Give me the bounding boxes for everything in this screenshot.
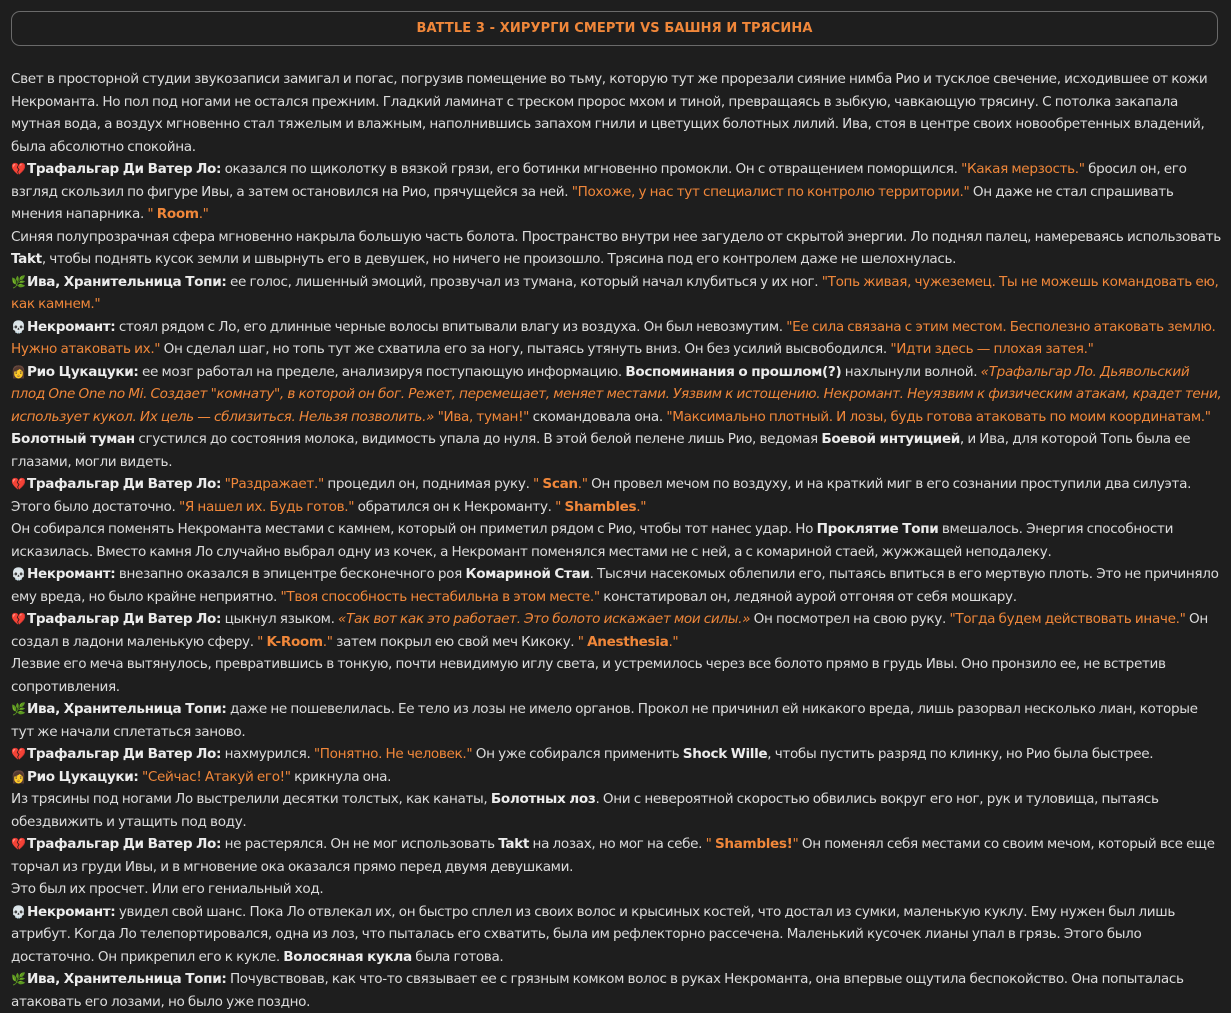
narration: сгустился до состояния молока, видимость упала до нуля. В этой белой пелене лишь Рио, ведомая [134, 431, 822, 447]
narration: Он даже не стал спрашивать мнения напарника. [11, 183, 1174, 222]
broken-heart-icon: 💔 [11, 162, 26, 176]
paragraph [11, 473, 1223, 518]
quote: "Ее сила связана с этим местом. Бесполезно атаковать землю. Нужно атаковать их." [11, 318, 1216, 357]
quote: ." [636, 498, 647, 515]
narration: вмешалось. Энергия способности исказилась. Вместо камня Ло случайно выбрал одну из кочек, а Некромант поменялся местами не с ней, а с комариной стаей, жужжащей неподалеку. [11, 521, 1174, 560]
narration: Синяя полупрозрачная сфера мгновенно накрыла большую часть болота. Пространство внутри нее загудело от скрытой энергии. Ло поднял палец, намереваясь использовать [11, 228, 1221, 245]
technique-name: Anesthesia [587, 633, 669, 650]
quote: "Топь живая, чужеземец. Ты не можешь командовать ею, как камнем." [11, 273, 1219, 312]
leaf-icon: 🌿 [11, 274, 26, 289]
broken-heart-icon: 💔 [11, 612, 26, 626]
narration: обратился он к Некроманту. [354, 498, 556, 515]
paragraph [11, 788, 1223, 833]
narration: увидел свой шанс. Пока Ло отвлекал их, он быстро сплел из своих волос и крысиных костей, что достал из сумки, маленькую куклу. Ему нужен был лишь атрибут. Когда Ло телепортировался, одна из лоз, что пыталась его схватить, была им рефлекторно рассечена. Маленький кусочек лианы упал в грязь. Этого было достаточно. Он прикрепил его к кукле. [11, 903, 1175, 965]
paragraph [11, 271, 1223, 316]
narration: скомандовала она. [529, 408, 667, 425]
technique-name: Scan [542, 476, 578, 492]
narration: стоял рядом с Ло, его длинные черные волосы впитывали влагу из воздуха. Он был невозмутим. [115, 318, 787, 335]
quote: ." [198, 206, 209, 222]
quote: "Сейчас! Атакуй его!" [142, 768, 291, 785]
paragraph [11, 563, 1223, 608]
narration: нахмурился. [221, 746, 314, 762]
speaker-name: Ива, Хранительница Топи: [27, 701, 227, 717]
ability-name: Болотных лоз [490, 791, 596, 807]
paragraph [11, 608, 1223, 653]
narration: Он поменял себя местами со своим мечом, который все еще торчал из груди Ивы, и в мгновение ока оказался прямо перед двумя девушками. [11, 836, 1215, 875]
speaker-name: Ива, Хранительница Топи: [27, 273, 227, 290]
technique-name: Shambles! [714, 836, 793, 852]
paragraph [11, 226, 1223, 271]
ability-name: Воспоминания о прошлом(?) [625, 363, 842, 380]
ability-name: Болотный туман [11, 431, 135, 447]
technique-name: Shambles [564, 498, 637, 515]
narration: Это был их просчет. Или его гениальный ход. [11, 881, 324, 897]
leaf-icon: 🌿 [11, 972, 26, 986]
narration: Почувствовав, как что-то связывает ее с грязным комком волос в руках Некроманта, она впервые ощутила беспокойство. Она попыталась атаковать его лозами, но было уже поздно. [11, 971, 1184, 1010]
narration: бросил он, его взгляд скользил по фигуре Ивы, а затем остановился на Рио, прячущейся за ней. [11, 161, 1187, 200]
skull-icon: 💀 [11, 319, 26, 334]
narration: цыкнул языком. [221, 611, 339, 627]
thought: «Трафальгар Ло. Дьявольский плод One One no Mi. Создает "комнату", в которой он бог. Режет, перемещает, меняет местами. Уязвим к истощению. Некромант. Неуязвим к физическим атакам, крадет тени, использует кукол. Их цель — сблизиться. Нельзя позволить.» [11, 363, 1222, 425]
speaker-name: Рио Цукацуки: [27, 363, 139, 380]
speaker-name: Трафальгар Ди Ватер Ло: [27, 836, 222, 852]
narration: . Тысячи насекомых облепили его, пытаясь впиться в его мертвую плоть. Это не причиняло ему вреда, но было крайне неприятно. [11, 566, 1219, 605]
speaker-name: Трафальгар Ди Ватер Ло: [27, 476, 222, 492]
paragraph [11, 743, 1223, 766]
speaker-name: Ива, Хранительница Топи: [27, 971, 227, 987]
narration: Свет в просторной студии звукозаписи замигал и погас, погрузив помещение во тьму, которую тут же прорезали сияние нимба Рио и тусклое свечение, исходившее от кожи Некроманта. Но пол под ногами не остался прежним. Гладкий ламинат с треском пророс мхом и тиной, превращаясь в зыбкую, чавкающую трясину. С потолка закапала мутная вода, а воздух мгновенно стал тяжелым и влажным, наполнившись запахом гнили и цветущих болотных лилий. Ива, стоя в центре своих новообретенных владений, была абсолютно спокойна. [11, 71, 1208, 155]
story-text [11, 68, 1223, 1013]
skull-icon: 💀 [11, 567, 26, 581]
paragraph [11, 158, 1223, 226]
thought: «Так вот как это работает. Это болото искажает мои силы.» [338, 611, 751, 627]
quote: "Какая мерзость." [961, 161, 1085, 177]
ability-name: Волосяная кукла [283, 948, 412, 965]
narration: внезапно оказался в эпицентре бесконечного роя [115, 566, 466, 582]
quote: " [555, 498, 565, 515]
narration: Из трясины под ногами Ло выстрелили десятки толстых, как канаты, [11, 791, 491, 807]
speaker-name: Некромант: [27, 903, 116, 920]
quote: "Максимально плотный. И лозы, будь готова атаковать по моим координатам." [666, 408, 1211, 425]
narration: . Они с невероятной скоростью обвились вокруг его ног, рук и туловища, пытаясь обездвижить и утащить под воду. [11, 791, 1159, 830]
narration: процедил он, поднимая руку. [323, 476, 534, 492]
technique-name: Shock Wille [682, 746, 768, 762]
quote: "Похоже, у нас тут специалист по контролю территории." [571, 183, 970, 200]
quote: " [147, 206, 157, 222]
quote: "Ива, туман!" [437, 408, 530, 425]
technique-name: K-Room [266, 633, 323, 650]
quote: "Тогда будем действовать иначе." [949, 611, 1186, 627]
quote: " [257, 633, 267, 650]
narration: констатировал он, ледяной аурой отгоняя от себя мошкару. [599, 588, 1017, 605]
quote: ." [577, 476, 588, 492]
quote: "Понятно. Не человек." [313, 746, 473, 762]
technique-name: Room [156, 206, 199, 222]
speaker-name: Некромант: [27, 566, 116, 582]
narration: нахлынули волной. [841, 363, 981, 380]
narration: ее мозг работал на пределе, анализируя поступающую информацию. [138, 363, 626, 380]
quote: " [792, 836, 799, 852]
quote: ." [668, 633, 679, 650]
page-title: BATTLE 3 - ХИРУРГИ СМЕРТИ VS БАШНЯ И ТРЯСИНА [416, 21, 813, 36]
quote: " [705, 836, 715, 852]
paragraph [11, 428, 1223, 473]
technique-name: Takt [498, 836, 530, 852]
narration: была готова. [411, 948, 504, 965]
leaf-icon: 🌿 [11, 702, 26, 716]
paragraph [11, 833, 1223, 878]
ability-name: Проклятие Топи [816, 521, 939, 537]
paragraph [11, 518, 1223, 563]
skull-icon: 💀 [11, 904, 26, 919]
narration: крикнула она. [290, 768, 392, 785]
narration: Он провел мечом по воздуху, и на краткий миг в его сознании проступили два силуэта. Этого было достаточно. [11, 476, 1192, 515]
paragraph [11, 968, 1223, 1013]
narration: Он создал в ладони маленькую сферу. [11, 611, 1208, 650]
broken-heart-icon: 💔 [11, 747, 26, 761]
narration: , и Ива, для которой Топь была ее глазами, могли видеть. [11, 431, 1191, 470]
narration: ее голос, лишенный эмоций, прозвучал из тумана, который начал клубиться у их ног. [226, 273, 822, 290]
narration: оказался по щиколотку в вязкой грязи, его ботинки мгновенно промокли. Он с отвращением поморщился. [221, 161, 962, 177]
paragraph [11, 316, 1223, 361]
paragraph [11, 766, 1223, 789]
technique-name: Takt [11, 251, 42, 267]
narration: , чтобы пустить разряд по клинку, но Рио была быстрее. [767, 746, 1154, 762]
quote: "Твоя способность нестабильна в этом месте." [280, 588, 600, 605]
quote: " [533, 476, 543, 492]
paragraph [11, 361, 1223, 429]
quote: "Раздражает." [224, 476, 324, 492]
paragraph [11, 68, 1223, 158]
narration: затем покрыл ею свой меч Кикоку. [332, 633, 578, 650]
narration: не растерялся. Он не мог использовать [221, 836, 499, 852]
ability-name: Комариной Стаи [465, 566, 590, 582]
quote: ." [322, 633, 333, 650]
girl-icon: 👩 [11, 769, 26, 784]
narration: на лозах, но мог на себе. [529, 836, 706, 852]
title-banner [11, 11, 1218, 46]
narration: даже не пошевелилась. Ее тело из лозы не имело органов. Прокол не причинил ей никакого вреда, лишь разорвал несколько лиан, которые тут же начали сплетаться заново. [11, 701, 1198, 740]
speaker-name: Трафальгар Ди Ватер Ло: [27, 611, 222, 627]
quote: " [577, 633, 588, 650]
narration: Он сделал шаг, но топь тут же схватила его за ногу, пытаясь утянуть вниз. Он без усилий высвободился. [160, 341, 891, 357]
paragraph [11, 653, 1223, 698]
quote: "Я нашел их. Будь готов." [178, 498, 355, 515]
paragraph [11, 878, 1223, 901]
broken-heart-icon: 💔 [11, 837, 26, 851]
narration: Он посмотрел на свою руку. [750, 611, 950, 627]
paragraph [11, 698, 1223, 743]
narration: Он собирался поменять Некроманта местами с камнем, который он приметил рядом с Рио, чтобы тот нанес удар. Но [11, 521, 817, 537]
narration: Он уже собирался применить [472, 746, 683, 762]
ability-name: Боевой интуицией [821, 431, 960, 447]
broken-heart-icon: 💔 [11, 477, 26, 491]
paragraph [11, 901, 1223, 969]
speaker-name: Трафальгар Ди Ватер Ло: [27, 161, 222, 177]
speaker-name: Трафальгар Ди Ватер Ло: [27, 746, 222, 762]
narration: , чтобы поднять кусок земли и швырнуть его в девушек, но ничего не произошло. Трясина под его контролем даже не шелохнулась. [41, 251, 957, 267]
girl-icon: 👩 [11, 364, 26, 379]
narration: Лезвие его меча вытянулось, превратившись в тонкую, почти невидимую иглу света, и устремилось через все болото прямо в грудь Ивы. Оно пронзило ее, не встретив сопротивления. [11, 656, 1166, 695]
speaker-name: Рио Цукацуки: [27, 768, 139, 785]
speaker-name: Некромант: [27, 318, 116, 335]
quote: "Идти здесь — плохая затея." [890, 341, 1094, 357]
